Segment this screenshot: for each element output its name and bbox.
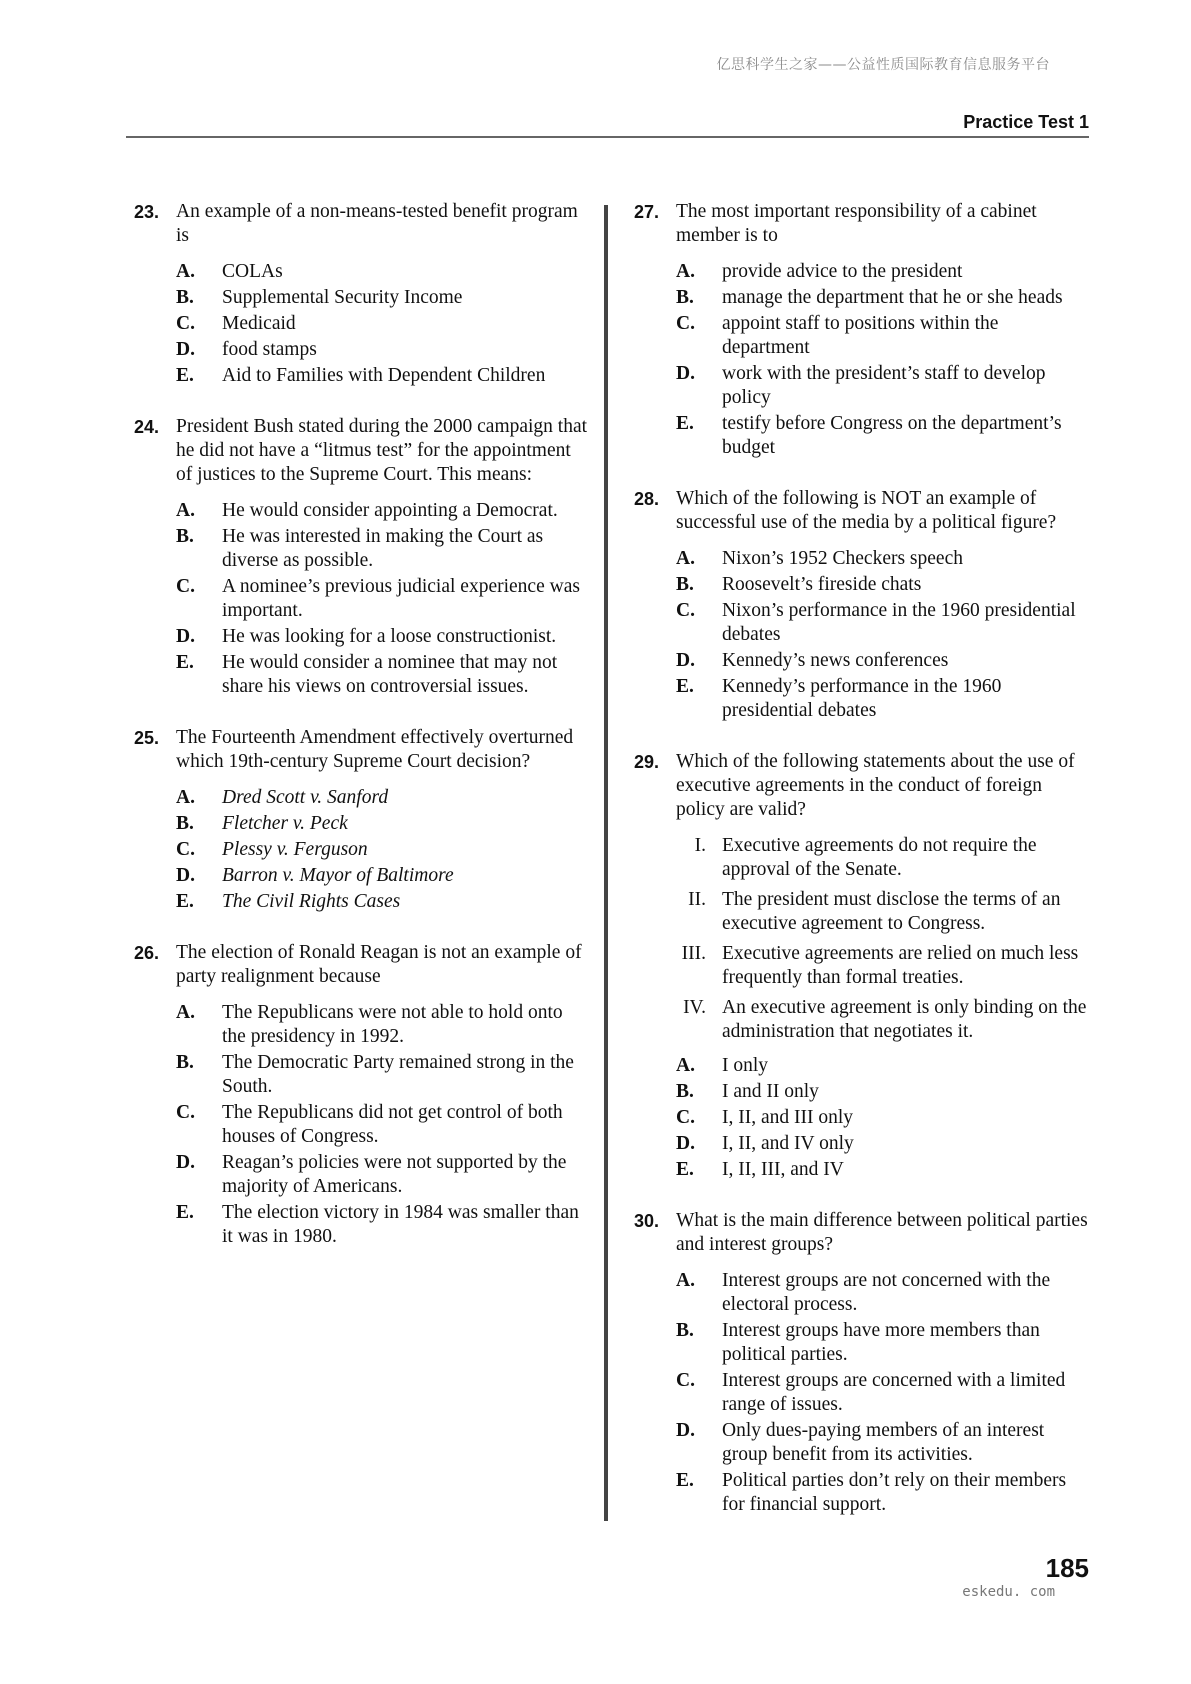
statement-list	[634, 834, 1090, 1044]
question-stem: Which of the following statements about the use of executive agreements in the conduct of foreign policy are valid?	[676, 751, 1075, 820]
option-d	[634, 1419, 1090, 1467]
option-letter: A.	[176, 500, 195, 521]
option-text: Nixon’s performance in the 1960 presidential debates	[722, 600, 1076, 645]
option-text: A nominee’s previous judicial experience was important.	[222, 576, 580, 621]
option-letter: C.	[676, 1370, 695, 1391]
running-head: Practice Test 1	[963, 112, 1089, 132]
option-e	[134, 890, 590, 914]
option-text: Supplemental Security Income	[222, 287, 463, 308]
question-27	[634, 200, 1090, 460]
option-letter: D.	[176, 339, 195, 360]
option-letter: D.	[176, 1152, 195, 1173]
option-text: Nixon’s 1952 Checkers speech	[722, 548, 963, 569]
option-text: manage the department that he or she heads	[722, 287, 1063, 308]
option-d	[134, 864, 590, 888]
option-letter: E.	[676, 413, 694, 434]
option-c	[634, 599, 1090, 647]
option-text: Reagan’s policies were not supported by the majority of Americans.	[222, 1152, 567, 1197]
statement-numeral: IV.	[683, 997, 706, 1018]
option-text: Roosevelt’s fireside chats	[722, 574, 922, 595]
option-letter: C.	[176, 313, 195, 334]
option-text: He would consider a nominee that may not share his views on controversial issues.	[222, 652, 558, 697]
option-a	[134, 499, 590, 523]
option-text: The Republicans were not able to hold onto the presidency in 1992.	[222, 1002, 563, 1047]
option-letter: C.	[676, 1107, 695, 1128]
option-c	[134, 838, 590, 862]
page-number: 185	[1045, 1553, 1089, 1583]
option-d	[134, 338, 590, 362]
option-text: The Civil Rights Cases	[222, 891, 401, 912]
option-list	[134, 1001, 590, 1249]
option-b	[634, 286, 1090, 310]
footer-watermark: eskedu. com	[962, 1584, 1055, 1600]
option-text: Interest groups are not concerned with the electoral process.	[722, 1270, 1051, 1315]
option-text: Fletcher v. Peck	[222, 813, 348, 834]
question-stem: What is the main difference between political parties and interest groups?	[676, 1210, 1088, 1255]
option-letter: B.	[176, 526, 194, 547]
question-28	[634, 487, 1090, 723]
option-text: Interest groups are concerned with a limited range of issues.	[722, 1370, 1066, 1415]
option-letter: E.	[676, 1470, 694, 1491]
statement-text: Executive agreements are relied on much less frequently than formal treaties.	[722, 943, 1079, 988]
option-e	[134, 1201, 590, 1249]
statement-text: An executive agreement is only binding on the administration that negotiates it.	[722, 997, 1087, 1042]
option-c	[134, 1101, 590, 1149]
option-letter: D.	[676, 1133, 695, 1154]
option-text: Only dues-paying members of an interest group benefit from its activities.	[722, 1420, 1045, 1465]
option-list	[634, 547, 1090, 723]
option-c	[134, 575, 590, 623]
option-letter: A.	[676, 261, 695, 282]
statement-numeral: I.	[694, 835, 706, 856]
option-letter: A.	[176, 1002, 195, 1023]
option-e	[634, 1158, 1090, 1182]
option-text: The election victory in 1984 was smaller than it was in 1980.	[222, 1202, 579, 1247]
option-a	[634, 260, 1090, 284]
question-number: 29.	[634, 752, 660, 772]
option-letter: E.	[676, 676, 694, 697]
left-column	[134, 200, 590, 1276]
question-30	[634, 1209, 1090, 1517]
option-list	[134, 786, 590, 914]
question-number: 26.	[134, 943, 160, 963]
option-d	[134, 1151, 590, 1199]
option-letter: A.	[676, 1270, 695, 1291]
option-e	[634, 412, 1090, 460]
option-letter: C.	[676, 313, 695, 334]
option-text: food stamps	[222, 339, 317, 360]
option-letter: A.	[176, 261, 195, 282]
question-24	[134, 415, 590, 699]
question-number: 25.	[134, 728, 160, 748]
option-letter: B.	[176, 287, 194, 308]
option-b	[634, 1080, 1090, 1104]
statement-text: Executive agreements do not require the approval of the Senate.	[722, 835, 1037, 880]
option-b	[134, 286, 590, 310]
option-text: Kennedy’s performance in the 1960 presidential debates	[722, 676, 1002, 721]
option-letter: C.	[176, 1102, 195, 1123]
option-e	[634, 1469, 1090, 1517]
option-letter: B.	[176, 813, 194, 834]
option-text: Kennedy’s news conferences	[722, 650, 949, 671]
option-text: Political parties don’t rely on their members for financial support.	[722, 1470, 1067, 1515]
column-divider	[604, 205, 608, 1521]
option-a	[134, 260, 590, 284]
option-list	[634, 1269, 1090, 1517]
question-stem: President Bush stated during the 2000 campaign that he did not have a “litmus test” for the appointment of justices to the Supreme Court. This means:	[176, 416, 588, 485]
option-text: The Republicans did not get control of both houses of Congress.	[222, 1102, 563, 1147]
question-stem: The election of Ronald Reagan is not an example of party realignment because	[176, 942, 582, 987]
option-d	[134, 625, 590, 649]
option-a	[634, 547, 1090, 571]
question-stem: Which of the following is NOT an example of successful use of the media by a political figure?	[676, 488, 1057, 533]
option-letter: D.	[176, 865, 195, 886]
option-letter: B.	[676, 1081, 694, 1102]
option-b	[634, 573, 1090, 597]
question-23	[134, 200, 590, 388]
statement-numeral: II.	[688, 889, 706, 910]
option-text: I, II, and III only	[722, 1107, 854, 1128]
option-list	[634, 260, 1090, 460]
question-stem: The most important responsibility of a cabinet member is to	[676, 201, 1037, 246]
option-text: I and II only	[722, 1081, 819, 1102]
statement-i	[634, 834, 1090, 882]
question-number: 23.	[134, 202, 160, 222]
option-letter: E.	[176, 1202, 194, 1223]
option-letter: A.	[676, 1055, 695, 1076]
question-25	[134, 726, 590, 914]
option-letter: B.	[676, 574, 694, 595]
option-letter: E.	[176, 652, 194, 673]
option-text: I, II, III, and IV	[722, 1159, 844, 1180]
question-number: 30.	[634, 1211, 660, 1231]
option-e	[634, 675, 1090, 723]
option-text: provide advice to the president	[722, 261, 963, 282]
option-d	[634, 649, 1090, 673]
option-text: Dred Scott v. Sanford	[222, 787, 389, 808]
header-rule	[126, 136, 1089, 138]
right-column	[634, 200, 1090, 1544]
option-c	[134, 312, 590, 336]
question-stem: An example of a non-means-tested benefit program is	[176, 201, 578, 246]
option-c	[634, 312, 1090, 360]
question-number: 24.	[134, 417, 160, 437]
option-letter: E.	[176, 365, 194, 386]
option-text: I only	[722, 1055, 769, 1076]
option-letter: B.	[676, 287, 694, 308]
option-letter: C.	[676, 600, 695, 621]
option-text: I, II, and IV only	[722, 1133, 854, 1154]
option-b	[134, 525, 590, 573]
option-text: He was interested in making the Court as diverse as possible.	[222, 526, 544, 571]
option-text: appoint staff to positions within the department	[722, 313, 999, 358]
option-text: Plessy v. Ferguson	[222, 839, 368, 860]
option-letter: D.	[676, 1420, 695, 1441]
option-text: Barron v. Mayor of Baltimore	[222, 865, 454, 886]
option-e	[134, 651, 590, 699]
question-number: 27.	[634, 202, 660, 222]
option-e	[134, 364, 590, 388]
option-b	[134, 1051, 590, 1099]
statement-text: The president must disclose the terms of an executive agreement to Congress.	[722, 889, 1061, 934]
option-text: He was looking for a loose constructionist.	[222, 626, 557, 647]
option-letter: B.	[676, 1320, 694, 1341]
option-letter: B.	[176, 1052, 194, 1073]
option-letter: E.	[176, 891, 194, 912]
option-text: The Democratic Party remained strong in the South.	[222, 1052, 574, 1097]
question-number: 28.	[634, 489, 660, 509]
option-text: He would consider appointing a Democrat.	[222, 500, 558, 521]
option-text: Interest groups have more members than political parties.	[722, 1320, 1040, 1365]
option-list	[134, 260, 590, 388]
option-a	[134, 786, 590, 810]
option-b	[134, 812, 590, 836]
statement-iv	[634, 996, 1090, 1044]
option-letter: C.	[176, 839, 195, 860]
option-letter: C.	[176, 576, 195, 597]
option-c	[634, 1369, 1090, 1417]
option-text: Medicaid	[222, 313, 296, 334]
statement-ii	[634, 888, 1090, 936]
option-b	[634, 1319, 1090, 1367]
option-text: Aid to Families with Dependent Children	[222, 365, 546, 386]
option-letter: E.	[676, 1159, 694, 1180]
question-26	[134, 941, 590, 1249]
option-letter: D.	[676, 363, 695, 384]
option-d	[634, 362, 1090, 410]
question-stem: The Fourteenth Amendment effectively overturned which 19th-century Supreme Court decision?	[176, 727, 574, 772]
question-29	[634, 750, 1090, 1182]
option-c	[634, 1106, 1090, 1130]
statement-numeral: III.	[681, 943, 706, 964]
option-d	[634, 1132, 1090, 1156]
option-a	[134, 1001, 590, 1049]
option-letter: A.	[176, 787, 195, 808]
option-list	[134, 499, 590, 699]
option-letter: D.	[676, 650, 695, 671]
statement-iii	[634, 942, 1090, 990]
option-text: COLAs	[222, 261, 283, 282]
option-a	[634, 1054, 1090, 1078]
option-a	[634, 1269, 1090, 1317]
option-letter: D.	[176, 626, 195, 647]
option-text: work with the president’s staff to develop policy	[722, 363, 1046, 408]
option-list	[634, 1054, 1090, 1182]
option-letter: A.	[676, 548, 695, 569]
option-text: testify before Congress on the department’s budget	[722, 413, 1062, 458]
header-watermark: 亿思科学生之家——公益性质国际教育信息服务平台	[716, 57, 1050, 73]
